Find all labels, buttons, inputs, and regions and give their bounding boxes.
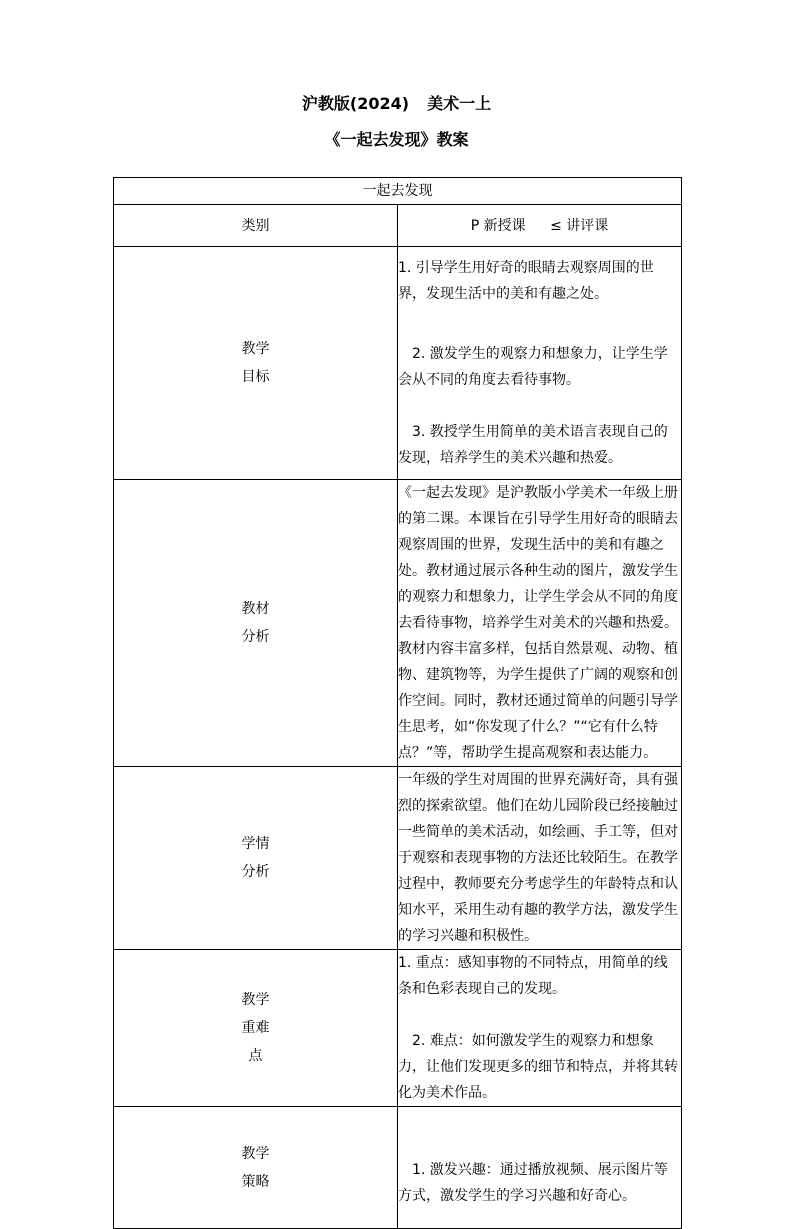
- keypoint-item: 1. 重点：感知事物的不同特点，用简单的线条和色彩表现自己的发现。: [398, 955, 668, 997]
- goal-item: 2. 激发学生的观察力和想象力，让学生学会从不同的角度去看待事物。: [398, 346, 668, 388]
- title-publisher: 沪教版(2024): [301, 94, 410, 113]
- category-option-review-lesson: ≤ 讲评课: [550, 217, 609, 234]
- strategy-item: 1. 激发兴趣：通过播放视频、展示图片等方式，激发学生的学习兴趣和好奇心。: [398, 1161, 668, 1204]
- material-content: [398, 480, 682, 767]
- strategy-content: [398, 1107, 682, 1229]
- students-label: 学情 分析: [114, 767, 398, 950]
- goal-item: 1. 引导学生用好奇的眼睛去观察周围的世界，发现生活中的美和有趣之处。: [398, 260, 654, 302]
- goals-label: 教学 目标: [114, 247, 398, 480]
- goal-item: 3. 教授学生用简单的美术语言表现自己的发现，培养学生的美术兴趣和热爱。: [398, 424, 668, 466]
- lesson-title-cell: 一起去发现: [114, 178, 682, 205]
- category-option-new-lesson: P 新授课: [470, 217, 526, 234]
- keypoints-label: 教学 重难 点: [114, 950, 398, 1107]
- category-label: 类别: [114, 205, 398, 247]
- keypoint-item: 2. 难点：如何激发学生的观察力和想象力，让他们发现更多的细节和特点，并将其转化为美术作品。: [398, 1033, 678, 1101]
- title-subject: 美术一上: [427, 94, 492, 113]
- strategy-label: 教学 策略: [114, 1107, 398, 1229]
- students-text: 一年级的学生对周围的世界充满好奇，具有强烈的探索欲望。他们在幼儿园阶段已经接触过一些简单的美术活动，如绘画、手工等，但对于观察和表现事物的方法还比较陌生。在教学过程中，教师要充分考虑学生的年龄特点和认知水平，采用生动有趣的教学方法，激发学生的学习兴趣和积极性。: [398, 772, 678, 944]
- document-title: [0, 94, 793, 114]
- category-options: [398, 205, 682, 247]
- lesson-plan-table: [113, 177, 682, 1229]
- material-label: 教材 分析: [114, 480, 398, 767]
- goals-content: [398, 247, 682, 480]
- keypoints-content: [398, 950, 682, 1107]
- document-subtitle: 《一起去发现》教案: [324, 130, 469, 149]
- students-content: [398, 767, 682, 950]
- material-text: 《一起去发现》是沪教版小学美术一年级上册的第二课。本课旨在引导学生用好奇的眼睛去观察周围的世界，发现生活中的美和有趣之处。教材通过展示各种生动的图片，激发学生的观察力和想象力，让学生学会从不同的角度去看待事物，培养学生对美术的兴趣和热爱。教材内容丰富多样，包括自然景观、动物、植物、建筑物等，为学生提供了广阔的观察和创作空间。同时，教材还通过简单的问题引导学生思考，如“你发现了什么？”“它有什么特点？”等，帮助学生提高观察和表达能力。: [398, 485, 678, 761]
